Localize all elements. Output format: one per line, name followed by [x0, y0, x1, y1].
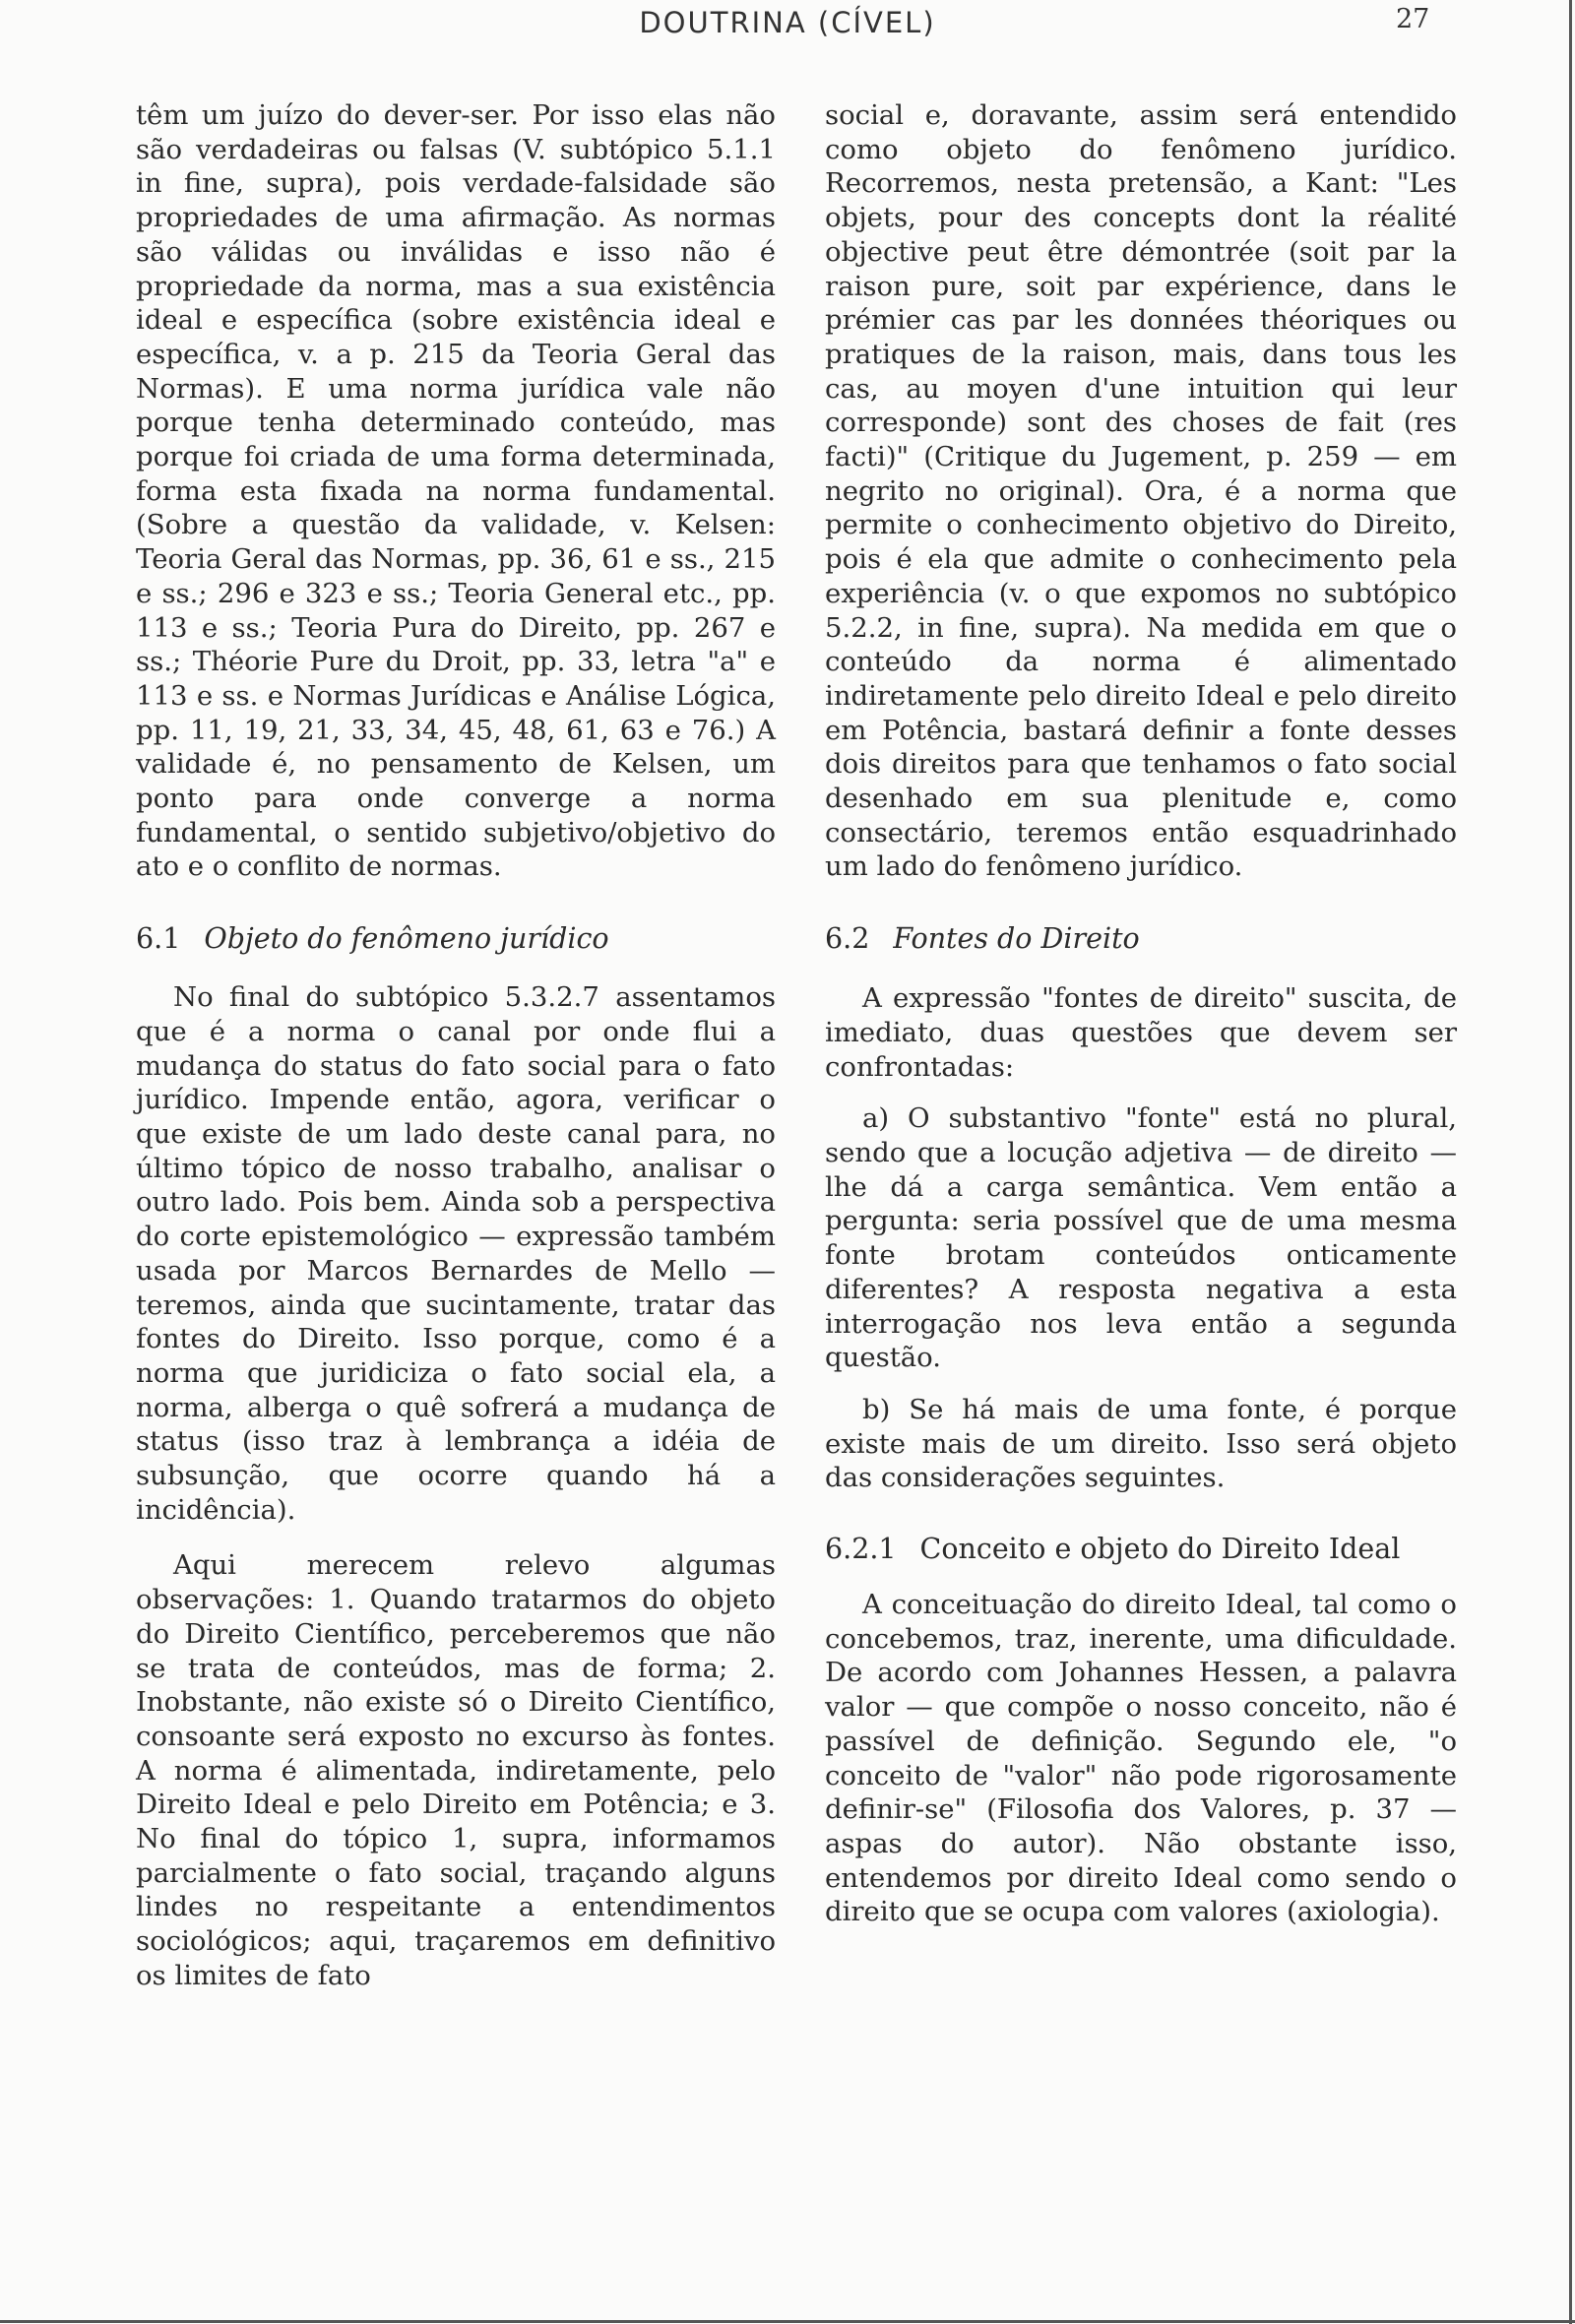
paragraph: A conceituação do direito Ideal, tal como o concebemos, traz, inerente, uma dificuldade. De acordo com Johannes Hessen, a palavra valor — que compõe o nosso conceito, não é passível de definição. Segundo ele, "o conceito de "valor" não pode rigorosamente definir-se" (Filosofia dos Valores, p. 37 — aspas do autor). Não obstante isso, entendemos por direito Ideal como sendo o direito que se ocupa com valores (axiologia). [825, 1589, 1457, 1928]
paragraph: A expressão "fontes de direito" suscita, de imediato, duas questões que devem ser confrontadas: [825, 982, 1457, 1083]
right-column [825, 98, 1457, 1929]
left-column [136, 98, 776, 1993]
paragraph: social e, doravante, assim será entendido como objeto do fenômeno jurídico. Recorremos, nesta pretensão, a Kant: "Les objets, pour des concepts dont la réalité objective peut être démontrée (soit par la raison pure, soit par expérience, dans le prémier cas par les données théoriques ou pratiques de la raison, mais, dans tous les cas, au moyen d'une intuition qui leur corresponde) sont des choses de fait (res facti)" (Critique du Jugement, p. 259 — em negrito no original). Ora, é a norma que permite o conhecimento objetivo do Direito, pois é ela que admite o conhecimento pela experiência (v. o que expomos no subtópico 5.2.2, in fine, supra). Na medida em que o conteúdo da norma é alimentado indiretamente pelo direito Ideal e pelo direito em Potência, bastará definir a fonte desses dois direitos para que tenhamos o fato social desenhado em sua plenitude e, como consectário, teremos então esquadrinhado um lado do fenômeno jurídico. [825, 99, 1457, 883]
paragraph: b) Se há mais de uma fonte, é porque existe mais de um direito. Isso será objeto das considerações seguintes. [825, 1393, 1457, 1494]
section-heading-6-2 [825, 922, 1457, 956]
section-heading-6-2-1 [825, 1533, 1457, 1566]
paragraph: No final do subtópico 5.3.2.7 assentamos que é a norma o canal por onde flui a mudança do status do fato social para o fato jurídico. Impende então, agora, verificar o que existe de um lado deste canal para, no último tópico de nosso trabalho, analisar o outro lado. Pois bem. Ainda sob a perspectiva do corte epistemológico — expressão também usada por Marcos Bernardes de Mello — teremos, ainda que sucintamente, tratar das fontes do Direito. Isso porque, como é a norma que juridiciza o fato social ela, a norma, alberga o quê sofrerá a mudança de status (isso traz à lembrança a idéia de subsunção, que ocorre quando há a incidência). [136, 981, 776, 1526]
running-title: DOUTRINA (CÍVEL) [639, 6, 936, 39]
section-title: Objeto do fenômeno jurídico [204, 922, 609, 956]
paragraph: têm um juízo do dever-ser. Por isso elas não são verdadeiras ou falsas (V. subtópico 5.1.1 in fine, supra), pois verdade-falsidade são propriedades de uma afirmação. As normas são válidas ou inválidas e isso não é propriedade da norma, mas a sua existência ideal e específica (sobre existência ideal e específica, v. a p. 215 da Teoria Geral das Normas). E uma norma jurídica vale não porque tenha determinado conteúdo, mas porque foi criada de uma forma determinada, forma esta fixada na norma fundamental. (Sobre a questão da validade, v. Kelsen: Teoria Geral das Normas, pp. 36, 61 e ss., 215 e ss.; 296 e 323 e ss.; Teoria General etc., pp. 113 e ss.; Teoria Pura do Direito, pp. 267 e ss.; Théorie Pure du Droit, pp. 33, letra "a" e 113 e ss. e Normas Jurídicas e Análise Lógica, pp. 11, 19, 21, 33, 34, 45, 48, 61, 63 e 76.) A validade é, no pensamento de Kelsen, um ponto para onde converge a norma fundamental, o sentido subjetivo/objetivo do ato e o conflito de normas. [136, 99, 776, 883]
section-heading-6-1 [136, 922, 776, 956]
page-bottom-line [0, 2320, 1575, 2323]
section-title: Fontes do Direito [893, 922, 1140, 956]
paragraph: a) O substantivo "fonte" está no plural, sendo que a locução adjetiva — de direito — lhe dá a carga semântica. Vem então a pergunta: seria possível que de uma mesma fonte brotam conteúdos onticamente diferentes? A resposta negativa a esta interrogação nos leva então a segunda questão. [825, 1102, 1457, 1374]
paragraph: Aqui merecem relevo algumas observações: 1. Quando tratarmos do objeto do Direito Científico, perceberemos que não se trata de conteúdos, mas de forma; 2. Inobstante, não existe só o Direito Científico, consoante será exposto no excurso às fontes. A norma é alimentada, indiretamente, pelo Direito Ideal e pelo Direito em Potência; e 3. No final do tópico 1, supra, informamos parcialmente o fato social, traçando alguns lindes no respeitante a entendimentos sociológicos; aqui, traçaremos em definitivo os limites de fato [136, 1549, 776, 1991]
page-number: 27 [1396, 4, 1430, 34]
page-edge-line [1569, 0, 1572, 2324]
section-number: 6.2.1 [825, 1533, 897, 1566]
section-number: 6.2 [825, 922, 870, 956]
section-title: Conceito e objeto do Direito Ideal [919, 1533, 1401, 1566]
section-number: 6.1 [136, 922, 181, 956]
